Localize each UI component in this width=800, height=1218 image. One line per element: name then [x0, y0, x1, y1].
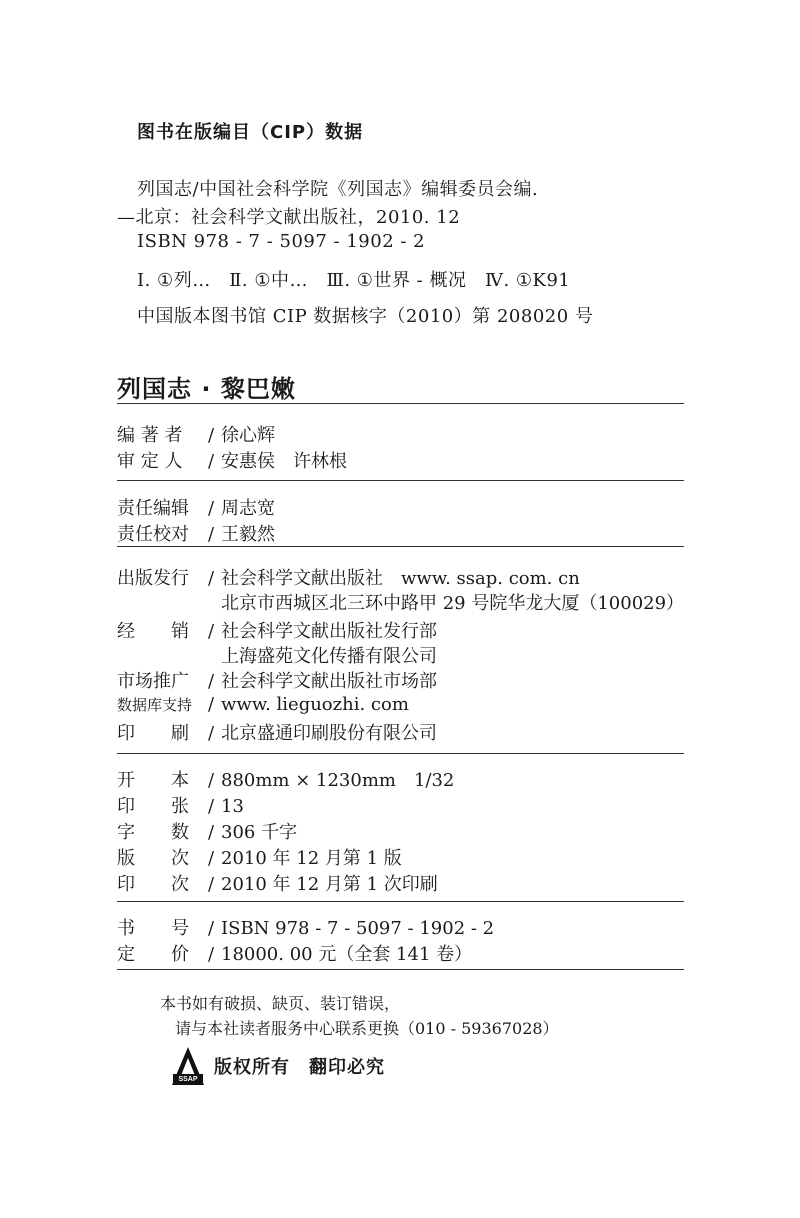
- database-row: 数据库支持 / www. lieguozhi. com: [117, 694, 409, 715]
- editor-value: 周志宽: [221, 498, 275, 519]
- cip-line-1: 列国志/中国社会科学院《列国志》编辑委员会编.: [137, 179, 539, 200]
- reviewer-label: 审 定 人: [117, 451, 183, 472]
- marketing-label: 市场推广: [117, 671, 189, 692]
- cip-line-3: ISBN 978 - 7 - 5097 - 1902 - 2: [137, 231, 426, 252]
- editor-label: 责任编辑: [117, 498, 189, 519]
- copyright-notice: 版权所有 翻印必究: [214, 1057, 385, 1078]
- distributor-row: 经 销 / 社会科学文献出版社发行部: [117, 617, 437, 643]
- book-title: 列国志 · 黎巴嫩: [117, 375, 296, 403]
- distributor-value: 社会科学文献出版社发行部: [221, 621, 437, 642]
- notice-line-1: 本书如有破损、缺页、装订错误，: [160, 994, 401, 1013]
- format-label: 开 本: [117, 770, 189, 791]
- isbn-row: 书 号 / ISBN 978 - 7 - 5097 - 1902 - 2: [117, 914, 494, 940]
- cip-line-4: Ⅰ. ①列… Ⅱ. ①中… Ⅲ. ①世界 - 概况 Ⅳ. ①K91: [137, 270, 571, 291]
- cip-line-2: —北京：社会科学文献出版社，2010. 12: [117, 207, 461, 228]
- impression-value: 2010 年 12 月第 1 次印刷: [221, 874, 438, 895]
- impression-row: 印 次 / 2010 年 12 月第 1 次印刷: [117, 870, 438, 896]
- printer-row: 印 刷 / 北京盛通印刷股份有限公司: [117, 719, 437, 745]
- edition-row: 版 次 / 2010 年 12 月第 1 版: [117, 844, 402, 870]
- author-label: 编 著 者: [117, 425, 183, 446]
- distributor-value-2: 上海盛苑文化传播有限公司: [221, 646, 437, 667]
- divider: [117, 546, 684, 547]
- author-value: 徐心辉: [221, 425, 275, 446]
- impression-label: 印 次: [117, 874, 189, 895]
- publisher-value: 社会科学文献出版社 www. ssap. com. cn: [221, 568, 580, 589]
- words-value: 306 千字: [221, 822, 298, 843]
- distributor-label: 经 销: [117, 621, 189, 642]
- marketing-row: 市场推广 / 社会科学文献出版社市场部: [117, 667, 437, 693]
- sheets-row: 印 张 / 13: [117, 792, 244, 818]
- price-value: 18000. 00 元（全套 141 卷）: [221, 944, 473, 965]
- sheets-value: 13: [221, 796, 244, 817]
- format-row: 开 本 / 880mm × 1230mm 1/32: [117, 766, 454, 792]
- cip-heading: 图书在版编目（CIP）数据: [137, 122, 364, 143]
- publisher-label: 出版发行: [117, 568, 189, 589]
- isbn-value: ISBN 978 - 7 - 5097 - 1902 - 2: [221, 918, 495, 939]
- divider: [117, 480, 684, 481]
- reviewer-value: 安惠侯 许林根: [221, 451, 347, 472]
- printer-value: 北京盛通印刷股份有限公司: [221, 723, 437, 744]
- database-value: www. lieguozhi. com: [221, 694, 409, 715]
- price-label: 定 价: [117, 944, 189, 965]
- sheets-label: 印 张: [117, 796, 189, 817]
- publisher-row: 出版发行 / 社会科学文献出版社 www. ssap. com. cn: [117, 564, 580, 590]
- ssap-logo-icon: [170, 1046, 206, 1086]
- divider: [117, 969, 684, 970]
- publisher-address: 北京市西城区北三环中路甲 29 号院华龙大厦（100029）: [221, 593, 685, 614]
- editor-row: 责任编辑 / 周志宽: [117, 494, 275, 520]
- reviewer-row: 审 定 人 / 安惠侯 许林根: [117, 447, 347, 473]
- format-value: 880mm × 1230mm 1/32: [221, 770, 455, 791]
- words-label: 字 数: [117, 822, 189, 843]
- divider: [117, 753, 684, 754]
- isbn-label: 书 号: [117, 918, 189, 939]
- divider: [117, 403, 684, 404]
- edition-value: 2010 年 12 月第 1 版: [221, 848, 402, 869]
- notice-line-2: 请与本社读者服务中心联系更换（010 - 59367028）: [175, 1019, 559, 1038]
- divider: [117, 901, 684, 902]
- proof-row: 责任校对 / 王毅然: [117, 520, 275, 546]
- logo-text: SSAP: [178, 1076, 198, 1083]
- author-row: 编 著 者 / 徐心辉: [117, 421, 275, 447]
- proof-value: 王毅然: [221, 524, 275, 545]
- database-label: 数据库支持: [117, 696, 193, 714]
- marketing-value: 社会科学文献出版社市场部: [221, 671, 437, 692]
- edition-label: 版 次: [117, 848, 189, 869]
- proof-label: 责任校对: [117, 524, 189, 545]
- cip-line-5: 中国版本图书馆 CIP 数据核字（2010）第 208020 号: [137, 306, 594, 327]
- printer-label: 印 刷: [117, 723, 189, 744]
- words-row: 字 数 / 306 千字: [117, 818, 297, 844]
- price-row: 定 价 / 18000. 00 元（全套 141 卷）: [117, 940, 472, 966]
